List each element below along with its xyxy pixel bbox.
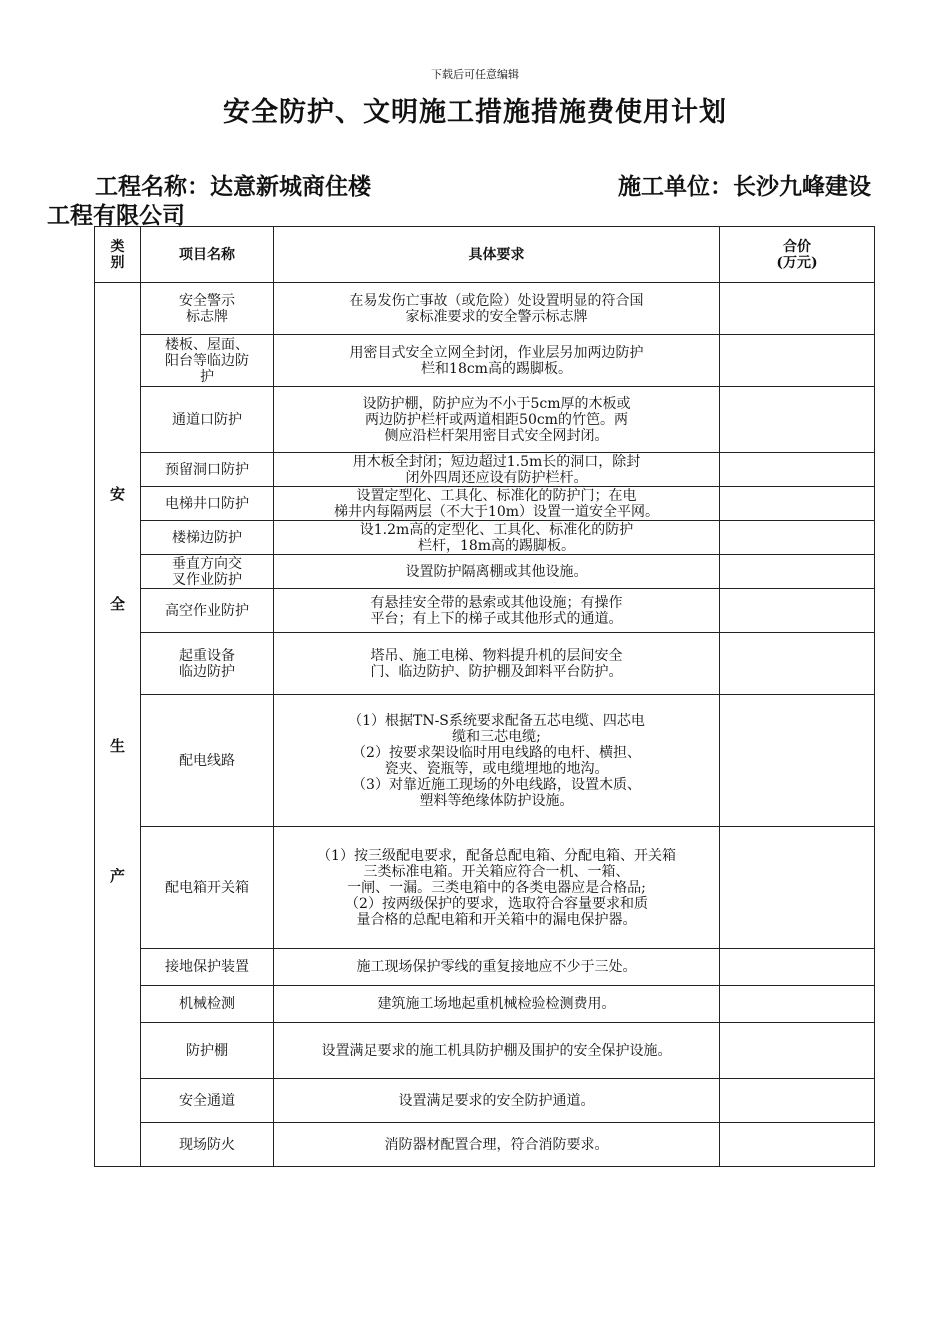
table-row	[95, 387, 875, 453]
table-row	[95, 1123, 875, 1167]
category-char: 生	[109, 736, 125, 755]
item-name-cell: 楼板、屋面、 阳台等临边防 护	[141, 335, 274, 387]
table-row	[95, 695, 875, 827]
requirement-cell: 在易发伤亡事故（或危险）处设置明显的符合国 家标准要求的安全警示标志牌	[274, 283, 720, 335]
item-name-cell: 机械检测	[141, 986, 274, 1023]
item-name-cell: 现场防火	[141, 1123, 274, 1167]
requirement-cell: 设置定型化、工具化、标准化的防护门；在电 梯井内每隔两层（不大于10m）设置一道安全平网。	[274, 487, 720, 521]
requirement-cell: 塔吊、施工电梯、物料提升机的层间安全 门、临边防护、防护棚及卸料平台防护。	[274, 633, 720, 695]
construction-unit-continued: 工程有限公司	[47, 202, 185, 229]
table-row	[95, 453, 875, 487]
price-cell[interactable]	[720, 335, 875, 387]
table-row	[95, 335, 875, 387]
table-row	[95, 555, 875, 589]
requirement-cell: 用密目式安全立网全封闭，作业层另加两边防护 栏和18cm高的踢脚板。	[274, 335, 720, 387]
header-item: 项目名称	[141, 227, 274, 283]
table-row	[95, 1023, 875, 1079]
item-name-cell: 垂直方向交 叉作业防护	[141, 555, 274, 589]
project-name-value: 达意新城商住楼	[210, 173, 371, 200]
item-name-cell: 起重设备 临边防护	[141, 633, 274, 695]
item-name-cell: 安全通道	[141, 1079, 274, 1123]
category-char: 产	[109, 866, 125, 885]
item-name-cell: 电梯井口防护	[141, 487, 274, 521]
table-row	[95, 633, 875, 695]
price-cell[interactable]	[720, 986, 875, 1023]
construction-unit	[618, 168, 871, 201]
item-name-cell: 通道口防护	[141, 387, 274, 453]
category-char: 安	[109, 484, 125, 503]
requirement-cell: 设置满足要求的安全防护通道。	[274, 1079, 720, 1123]
measures-table	[94, 226, 875, 1167]
header-price: 合价 (万元)	[720, 227, 875, 283]
requirement-cell: （1）根据TN-S系统要求配备五芯电缆、四芯电 缆和三芯电缆; （2）按要求架设临时用电线路的电杆、横担、 瓷夹、瓷瓶等，或电缆埋地的地沟。 （3）对靠近施工现场的外电线路，设置木质、 塑料等绝缘体防护设施。	[274, 695, 720, 827]
table-row	[95, 986, 875, 1023]
construction-unit-label: 施工单位：	[618, 173, 733, 200]
table-header-row	[95, 227, 875, 283]
table-row	[95, 949, 875, 986]
table-row	[95, 521, 875, 555]
requirement-cell: 用木板全封闭；短边超过1.5m长的洞口，除封 闭外四周还应设有防护栏杆。	[274, 453, 720, 487]
item-name-cell: 楼梯边防护	[141, 521, 274, 555]
price-cell[interactable]	[720, 555, 875, 589]
item-name-cell: 防护棚	[141, 1023, 274, 1079]
requirement-cell: 设防护棚，防护应为不小于5cm厚的木板或 两边防护栏杆或两道相距50cm的竹笆。两 侧应沿栏杆架用密目式安全网封闭。	[274, 387, 720, 453]
requirement-cell: （1）按三级配电要求，配备总配电箱、分配电箱、开关箱 三类标准电箱。开关箱应符合一机、一箱、 一闸、一漏。三类电箱中的各类电器应是合格品; （2）按两级保护的要求，选取符合容量要求和质 量合格的总配电箱和开关箱中的漏电保护器。	[274, 827, 720, 949]
item-name-cell: 预留洞口防护	[141, 453, 274, 487]
price-cell[interactable]	[720, 387, 875, 453]
construction-unit-value: 长沙九峰建设	[733, 173, 871, 200]
category-cell	[95, 283, 141, 1167]
price-cell[interactable]	[720, 453, 875, 487]
requirement-cell: 施工现场保护零线的重复接地应不少于三处。	[274, 949, 720, 986]
category-char: 全	[109, 594, 125, 613]
requirement-cell: 设置防护隔离棚或其他设施。	[274, 555, 720, 589]
table-row	[95, 283, 875, 335]
requirement-cell: 消防器材配置合理，符合消防要求。	[274, 1123, 720, 1167]
price-cell[interactable]	[720, 283, 875, 335]
requirement-cell: 有悬挂安全带的悬索或其他设施；有操作 平台；有上下的梯子或其他形式的通道。	[274, 589, 720, 633]
price-cell[interactable]	[720, 695, 875, 827]
price-cell[interactable]	[720, 521, 875, 555]
table-row	[95, 827, 875, 949]
header-requirement: 具体要求	[274, 227, 720, 283]
price-cell[interactable]	[720, 827, 875, 949]
item-name-cell: 配电箱开关箱	[141, 827, 274, 949]
table-row	[95, 487, 875, 521]
item-name-cell: 配电线路	[141, 695, 274, 827]
price-cell[interactable]	[720, 1123, 875, 1167]
item-name-cell: 接地保护装置	[141, 949, 274, 986]
table-row	[95, 589, 875, 633]
item-name-cell: 安全警示 标志牌	[141, 283, 274, 335]
price-cell[interactable]	[720, 1023, 875, 1079]
price-cell[interactable]	[720, 949, 875, 986]
header-note: 下载后可任意编辑	[431, 68, 519, 81]
price-cell[interactable]	[720, 633, 875, 695]
table-body	[95, 283, 875, 1167]
price-cell[interactable]	[720, 487, 875, 521]
header-category: 类 别	[95, 227, 141, 283]
requirement-cell: 设置满足要求的施工机具防护棚及围护的安全保护设施。	[274, 1023, 720, 1079]
price-cell[interactable]	[720, 589, 875, 633]
requirement-cell: 设1.2m高的定型化、工具化、标准化的防护 栏杆，18m高的踢脚板。	[274, 521, 720, 555]
item-name-cell: 高空作业防护	[141, 589, 274, 633]
table-row	[95, 1079, 875, 1123]
requirement-cell: 建筑施工场地起重机械检验检测费用。	[274, 986, 720, 1023]
project-name-label: 工程名称：	[95, 173, 210, 200]
price-cell[interactable]	[720, 1079, 875, 1123]
page-title: 安全防护、文明施工措施措施费使用计划	[223, 97, 727, 128]
